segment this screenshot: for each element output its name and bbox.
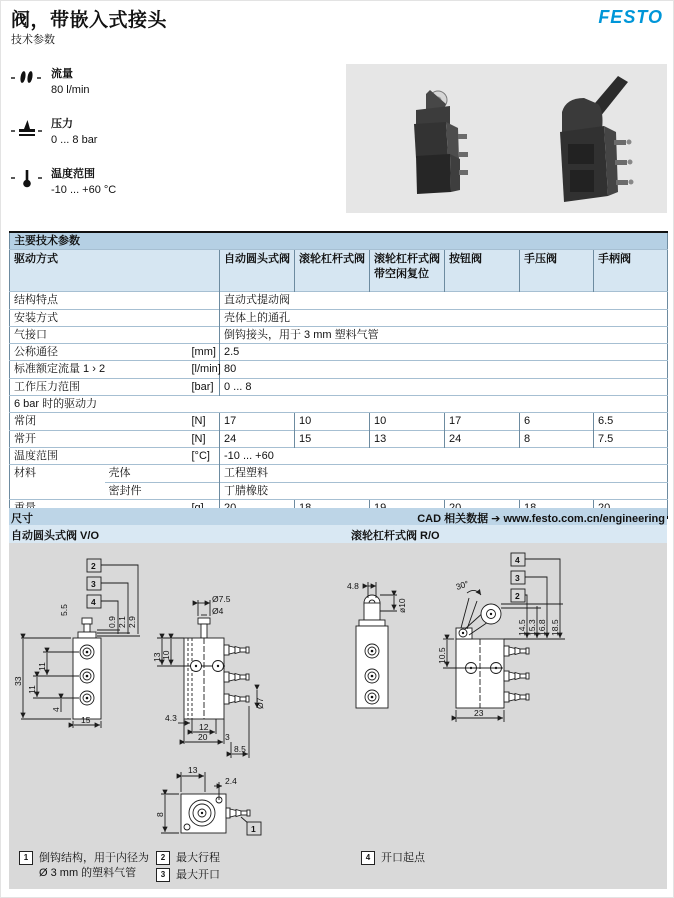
- callout-2: 2: [91, 561, 96, 571]
- legend-item-3: [156, 868, 220, 883]
- header-col: 滚轮杠杆式阀带空闲复位: [370, 250, 445, 292]
- dim-b13: 13: [188, 765, 198, 775]
- dim-0-9: 0.9: [107, 616, 117, 628]
- row-label: 结构特点: [10, 292, 188, 309]
- spec-pressure-value: 0 ... 8 bar: [51, 133, 98, 146]
- table-row: [10, 413, 668, 430]
- header-col: 手压阀: [520, 250, 594, 292]
- cad-label: CAD 相关数据: [417, 513, 489, 525]
- row-label: 材料: [10, 465, 105, 500]
- row-unit: [N]: [188, 430, 220, 447]
- right-drawing: [339, 546, 667, 846]
- dim-8: 8: [155, 812, 165, 817]
- cell-value: 10: [370, 413, 445, 430]
- row-label: 公称通径: [10, 344, 188, 361]
- row-unit: [mm]: [188, 344, 220, 361]
- dim-23: 23: [474, 708, 484, 718]
- cell-value: 13: [370, 430, 445, 447]
- table-row: [10, 482, 668, 499]
- flow-icon: [11, 67, 51, 99]
- spec-temperature: [11, 167, 311, 199]
- dim-D7-5: Ø7.5: [212, 594, 231, 604]
- dim-3: 3: [225, 732, 230, 742]
- legend-item-2: [156, 851, 220, 866]
- cad-note: [417, 510, 665, 526]
- legend-3-box: 3: [156, 868, 170, 882]
- table-group-row: [10, 396, 668, 413]
- row-value: 直动式提动阀: [220, 292, 668, 309]
- row-label: 温度范围: [10, 447, 188, 464]
- spec-flow-label: 流量: [51, 68, 73, 80]
- row-unit: [l/min]: [188, 361, 220, 378]
- row-sublabel: 壳体: [105, 465, 188, 482]
- header-label: 驱动方式: [10, 250, 220, 292]
- page-title: 阀，带嵌入式接头: [11, 10, 168, 31]
- header-col: 自动圆头式阀: [220, 250, 295, 292]
- legend-4-box: 4: [361, 851, 375, 865]
- page-subtitle: 技术参数: [11, 34, 55, 46]
- row-label: 常闭: [10, 413, 188, 430]
- callout-3: 3: [515, 573, 520, 583]
- cell-value: 10: [295, 413, 370, 430]
- header-col: 滚轮杠杆式阀: [295, 250, 370, 292]
- dim-33: 33: [13, 676, 23, 686]
- legend-item-1: [19, 851, 157, 881]
- dim-4-8: 4.8: [347, 581, 359, 591]
- row-value: 2.5: [220, 344, 668, 361]
- cell-value: 17: [445, 413, 520, 430]
- cell-value: 7.5: [594, 430, 668, 447]
- row-value: -10 ... +60: [220, 447, 668, 464]
- cell-value: 6.5: [594, 413, 668, 430]
- row-value: 工程塑料: [220, 465, 668, 482]
- spec-flow-value: 80 l/min: [51, 83, 90, 96]
- dim-13: 13: [152, 652, 162, 662]
- spec-pressure-label: 压力: [51, 117, 73, 130]
- dim-18-5: 18.5: [550, 619, 560, 636]
- quick-specs: [11, 67, 311, 217]
- dim-2-1: 2.1: [117, 616, 127, 628]
- dim-10-5: 10.5: [437, 647, 447, 664]
- cell-value: 17: [220, 413, 295, 430]
- dim-11b: 11: [27, 685, 37, 694]
- dim-2-4: 2.4: [225, 776, 237, 786]
- left-drawing-title: 自动圆头式阀 V/O: [11, 530, 100, 542]
- spec-flow: [11, 67, 311, 99]
- arrow-right-icon: ➔: [491, 513, 501, 525]
- row-label: 安装方式: [10, 309, 188, 326]
- row-value: 倒钩接头，用于 3 mm 塑料气管: [220, 326, 668, 343]
- table-row: [10, 361, 668, 378]
- row-unit: [N]: [188, 413, 220, 430]
- dimensions-band: [9, 508, 667, 525]
- dim-11a: 11: [37, 662, 47, 671]
- dim-5-5: 5.5: [59, 604, 69, 616]
- dim-8-5: 8.5: [234, 744, 246, 754]
- dim-D10: ø10: [397, 598, 407, 613]
- dim-2-9: 2.9: [127, 616, 137, 628]
- legend-4-text: 开口起点: [381, 852, 425, 864]
- row-label: 常开: [10, 430, 188, 447]
- drawing-titles: [9, 525, 667, 543]
- legend-item-4: [361, 851, 425, 866]
- dim-30deg: 30°: [454, 578, 470, 592]
- table-row: [10, 378, 668, 395]
- dim-D7: Ø7: [255, 697, 265, 709]
- callout-2: 2: [515, 591, 520, 601]
- legend-3-text: 最大开口: [176, 869, 220, 881]
- cell-value: 8: [520, 430, 594, 447]
- festo-logo: FESTO: [598, 7, 663, 27]
- callout-1: 1: [251, 824, 256, 834]
- row-value: 80: [220, 361, 668, 378]
- dim-4-3: 4.3: [165, 713, 177, 723]
- cell-value: 6: [520, 413, 594, 430]
- legend-1-box: 1: [19, 851, 33, 865]
- legend-2-box: 2: [156, 851, 170, 865]
- row-value: 0 ... 8: [220, 378, 668, 395]
- dim-D4: Ø4: [212, 606, 224, 616]
- header-col: 手柄阀: [594, 250, 668, 292]
- row-value: 丁腈橡胶: [220, 482, 668, 499]
- row-unit: [bar]: [188, 378, 220, 395]
- header-col: 按钮阀: [445, 250, 520, 292]
- row-label: 标准额定流量 1 › 2: [10, 361, 188, 378]
- tech-data-table: [9, 231, 668, 519]
- spec-pressure: [11, 117, 311, 149]
- dim-4: 4: [51, 707, 61, 712]
- table-row: [10, 326, 668, 343]
- table-row: [10, 465, 668, 482]
- spec-temperature-label: 温度范围: [51, 167, 95, 180]
- table-row: [10, 344, 668, 361]
- table-band-title: 主要技术参数: [10, 232, 668, 250]
- group-label: 6 bar 时的驱动力: [10, 396, 668, 413]
- drawing-area: [9, 543, 667, 889]
- dim-16-8: 16.8: [537, 619, 547, 636]
- product-photo: [346, 64, 667, 213]
- dim-10: 10: [161, 650, 171, 660]
- table-header-row: [10, 250, 668, 292]
- left-drawing: [9, 546, 339, 846]
- table-row: [10, 309, 668, 326]
- table-row: [10, 292, 668, 309]
- legend-2-text: 最大行程: [176, 852, 220, 864]
- table-row: [10, 447, 668, 464]
- dim-12: 12: [199, 722, 209, 732]
- callout-4: 4: [515, 555, 520, 565]
- row-label: 气接口: [10, 326, 188, 343]
- right-drawing-title: 滚轮杠杆式阀 R/O: [351, 530, 440, 542]
- dim-15: 15: [81, 715, 91, 725]
- temperature-icon: [11, 167, 51, 199]
- row-label: 工作压力范围: [10, 378, 188, 395]
- row-sublabel: 密封件: [105, 482, 188, 499]
- table-row: [10, 430, 668, 447]
- dim-15-3: 15.3: [527, 619, 537, 636]
- cell-value: 15: [295, 430, 370, 447]
- cell-value: 24: [220, 430, 295, 447]
- row-value: 壳体上的通孔: [220, 309, 668, 326]
- pressure-icon: [11, 117, 51, 149]
- row-unit: [°C]: [188, 447, 220, 464]
- callout-3: 3: [91, 579, 96, 589]
- spec-temperature-value: -10 ... +60 °C: [51, 183, 117, 196]
- cad-link[interactable]: www.festo.com.cn/engineering: [503, 513, 665, 525]
- callout-4: 4: [91, 597, 96, 607]
- dimensions-title: 尺寸: [11, 513, 33, 525]
- dim-20: 20: [198, 732, 208, 742]
- table-band: [10, 232, 668, 250]
- cell-value: 24: [445, 430, 520, 447]
- dim-14-5: 14.5: [517, 619, 527, 636]
- legend-1-text: 倒钩结构，用于内径为 Ø 3 mm 的塑料气管: [39, 852, 149, 879]
